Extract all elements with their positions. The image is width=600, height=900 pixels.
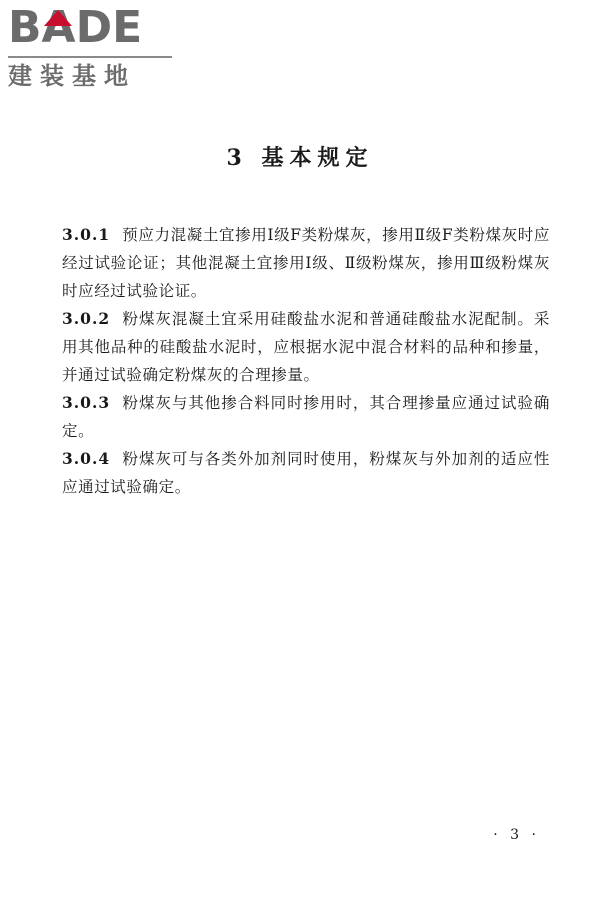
clause-number: 3.0.2 (62, 309, 111, 328)
logo-accent-triangle (44, 10, 72, 26)
clause-list (62, 221, 550, 501)
clause-3-0-1 (62, 221, 550, 305)
logo-wordmark: BADE (8, 2, 143, 53)
page-number: · 3 · (493, 827, 540, 843)
logo-divider (8, 56, 172, 58)
clause-number: 3.0.1 (62, 225, 111, 244)
clause-number: 3.0.3 (62, 393, 111, 412)
clause-number: 3.0.4 (62, 449, 111, 468)
clause-3-0-2 (62, 305, 550, 389)
clause-text: 粉煤灰可与各类外加剂同时使用，粉煤灰与外加剂的适应性应通过试验确定。 (62, 450, 550, 496)
clause-text: 粉煤灰混凝土宜采用硅酸盐水泥和普通硅酸盐水泥配制。采用其他品种的硅酸盐水泥时，应根据水泥中混合材料的品种和掺量，并通过试验确定粉煤灰的合理掺量。 (62, 310, 550, 384)
clause-3-0-3 (62, 389, 550, 445)
section-title: 3 基本规定 (226, 145, 374, 171)
logo-subtitle: 建装基地 (8, 62, 136, 90)
clause-3-0-4 (62, 445, 550, 501)
clause-text: 粉煤灰与其他掺合料同时掺用时，其合理掺量应通过试验确定。 (62, 394, 550, 440)
clause-text: 预应力混凝土宜掺用Ⅰ级F类粉煤灰，掺用Ⅱ级F类粉煤灰时应经过试验论证；其他混凝土宜掺用Ⅰ级、Ⅱ级粉煤灰，掺用Ⅲ级粉煤灰时应经过试验论证。 (62, 226, 550, 300)
brand-logo (8, 2, 178, 90)
